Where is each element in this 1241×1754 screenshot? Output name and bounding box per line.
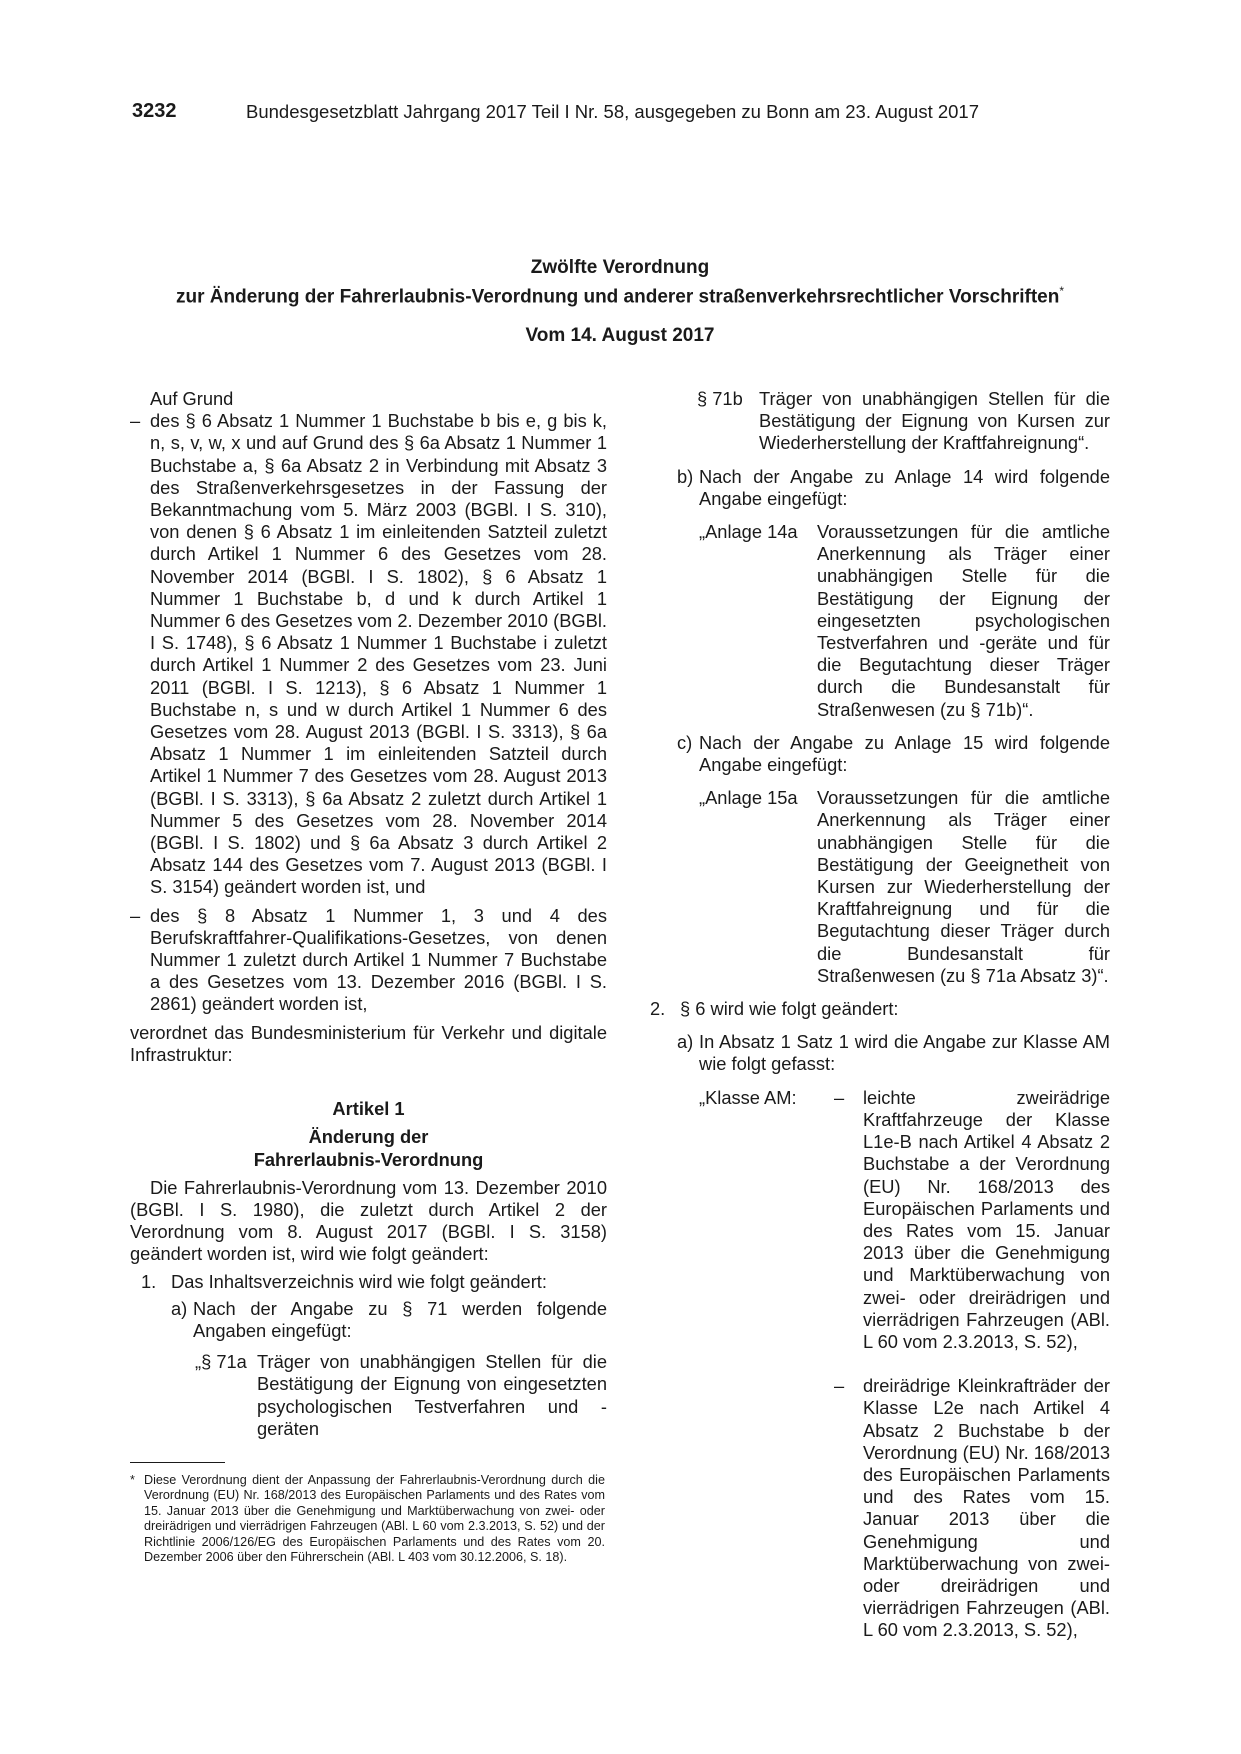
date-line: Vom 14. August 2017 [525, 325, 715, 346]
amendment-2-subitem-a [650, 1031, 1110, 1075]
list-dash: – [130, 904, 141, 926]
right-column [650, 388, 1110, 1642]
inserted-entry-71b [650, 388, 1110, 455]
entry-text: Voraussetzungen für die amtliche Anerkennung als Träger einer unabhängigen Stelle für die Bestätigung der Geeignetheit von Kursen zur Wiederherstellung der Kraftfahreignung und für die Begutachtung dieser Träger durch die Bundesanstalt für Straßenwesen (zu § 71a Absatz 3)“. [817, 787, 1110, 986]
artikel-subheading-1: Änderung der [308, 1126, 429, 1148]
left-column [130, 388, 607, 1440]
entry-text: Träger von unabhängigen Stellen für die Bestätigung der Eignung von Kursen zur Wiederherstellung der Kraftfahreignung“. [759, 388, 1110, 454]
subitem-text: Nach der Angabe zu Anlage 14 wird folgende Angabe eingefügt: [699, 465, 1110, 509]
subitem-text: In Absatz 1 Satz 1 wird die Angabe zur Klasse AM wie folgt gefasst: [699, 1031, 1110, 1075]
artikel-heading: Artikel 1 [332, 1098, 405, 1120]
klasse-entry-text: leichte zweirädrige Kraftfahrzeuge der Klasse L1e-B nach Artikel 4 Absatz 2 Buchstabe a der Verordnung (EU) Nr. 168/2013 des Europäischen Parlaments und des Rates vom 15. Januar 2013 über die Genehmigung und Marktüberwachung von zwei- oder dreirädrigen und vierrädrigen Fahrzeugen (ABl. L 60 vom 2.3.2013, S. 52), [863, 1086, 1110, 1352]
item-number: 2. [650, 998, 666, 1020]
inserted-entry-anlage-15a [650, 787, 1110, 987]
amendment-subitem-a [130, 1298, 607, 1342]
klasse-label: „Klasse AM: [699, 1086, 797, 1108]
amendment-item-1 [130, 1271, 607, 1293]
klasse-am-entry-1 [650, 1087, 1110, 1353]
artikel-intro: Die Fahrerlaubnis-Verordnung vom 13. Dezember 2010 (BGBl. I S. 1980), die zuletzt durch Artikel 2 der Verordnung vom 8. August 2017 (BGBl. I S. 3158) geändert worden ist, wird wie folgt geändert: [130, 1176, 607, 1265]
item-text: § 6 wird wie folgt geändert: [680, 998, 899, 1020]
entry-label: „Anlage 14a [699, 521, 798, 543]
amendment-item-2 [650, 998, 1110, 1020]
subitem-text: Nach der Angabe zu § 71 werden folgende Angaben eingefügt: [193, 1297, 607, 1341]
entry-label: „Anlage 15a [699, 787, 798, 809]
footnote [130, 1473, 605, 1565]
preamble-item [130, 905, 607, 1016]
title-line-1: Zwölfte Verordnung [530, 257, 710, 278]
klasse-entry-text: dreirädrige Kleinkrafträder der Klasse L2e nach Artikel 4 Absatz 2 Buchstabe b der Verordnung (EU) Nr. 168/2013 des Europäischen Parlaments und des Rates vom 15. Januar 2013 über die Genehmigung und Marktüberwachung von zwei- oder dreirädrigen und vierrädrigen Fahrzeugen (ABl. L 60 vom 2.3.2013, S. 52), [863, 1375, 1110, 1641]
artikel-subheading-2: Fahrerlaubnis-Verordnung [253, 1148, 484, 1170]
subitem-text: Nach der Angabe zu Anlage 15 wird folgende Angabe eingefügt: [699, 731, 1110, 776]
running-head: Bundesgesetzblatt Jahrgang 2017 Teil I Nr. 58, ausgegeben zu Bonn am 23. August 2017 [246, 101, 979, 122]
footnote-text: Diese Verordnung dient der Anpassung der Fahrerlaubnis-Verordnung durch die Verordnung (EU) Nr. 168/2013 des Europäischen Parlaments und des Rates vom 15. Januar 2013 über die Genehmigung und Marktüberwachung von zwei- oder dreirädrigen und vierrädrigen Fahrzeugen (ABl. L 60 vom 2.3.2013, S. 52) und der Richtlinie 2006/126/EG des Europäischen Parlaments und des Rates vom 20. Dezember 2006 über den Führerschein (ABl. L 403 vom 30.12.2006, S. 18). [144, 1473, 605, 1565]
footnote-rule [130, 1462, 225, 1463]
entry-label: § 71b [697, 388, 743, 409]
item-number: 1. [141, 1270, 157, 1292]
preamble-item [130, 410, 607, 898]
item-text: Das Inhaltsverzeichnis wird wie folgt geändert: [171, 1270, 547, 1292]
list-dash: – [130, 410, 141, 432]
footnote-marker: * [130, 1473, 135, 1487]
preamble-closing: verordnet das Bundesministerium für Verkehr und digitale Infrastruktur: [130, 1021, 607, 1065]
list-dash: – [834, 1375, 845, 1397]
title-footnote-marker: * [1059, 284, 1065, 298]
page-number: 3232 [132, 100, 177, 122]
inserted-entry-anlage-14a [650, 521, 1110, 721]
subitem-letter: a) [677, 1031, 694, 1053]
preamble-item-text: des § 6 Absatz 1 Nummer 1 Buchstabe b bis e, g bis k, n, s, v, w, x und auf Grund des § 6a Absatz 1 Nummer 1 Buchstabe a, § 6a Absatz 2 in Verbindung mit Absatz 3 des Straßenverkehrsgesetzes in der Fassung der Bekanntmachung vom 5. März 2003 (BGBl. I S. 310), von denen § 6 Absatz 1 im einleitenden Satzteil zuletzt durch Artikel 1 Nummer 6 des Gesetzes vom 28. November 2014 (BGBl. I S. 1802), § 6 Absatz 1 Nummer 1 Buchstabe b, d und k durch Artikel 1 Nummer 6 des Gesetzes vom 2. Dezember 2010 (BGBl. I S. 1748), § 6 Absatz 1 Nummer 1 Buchstabe i zuletzt durch Artikel 1 Nummer 2 des Gesetzes vom 23. Juni 2011 (BGBl. I S. 1213), § 6 Absatz 1 Nummer 1 Buchstabe n, s und w durch Artikel 1 Nummer 6 des Gesetzes vom 28. August 2013 (BGBl. I S. 3313), § 6a Absatz 1 Nummer 1 im einleitenden Satzteil durch Artikel 1 Nummer 7 des Gesetzes vom 28. August 2013 (BGBl. I S. 3313), § 6a Absatz 2 zuletzt durch Artikel 1 Nummer 5 des Gesetzes vom 28. November 2014 (BGBl. I S. 1802) und § 6a Absatz 3 durch Artikel 2 Absatz 144 des Gesetzes vom 7. August 2013 (BGBl. I S. 3154) geändert worden ist, und [150, 410, 607, 898]
subitem-letter: c) [677, 731, 693, 753]
preamble-item-text: des § 8 Absatz 1 Nummer 1, 3 und 4 des Berufskraftfahrer-Qualifikations-Gesetzes, von denen Nummer 1 zuletzt durch Artikel 1 Nummer 7 Buchstabe a des Gesetzes vom 13. Dezember 2016 (BGBl. I S. 2861) geändert worden ist, [150, 904, 607, 1015]
amendment-subitem-c [650, 732, 1110, 776]
entry-text: Voraussetzungen für die amtliche Anerkennung als Träger einer unabhängigen Stelle für die Bestätigung der Eignung der eingesetzten psychologischen Testverfahren und -geräte und für die Begutachtung dieser Träger durch die Bundesanstalt für Straßenwesen (zu § 71b)“. [817, 521, 1110, 720]
entry-label: „§ 71a [195, 1351, 247, 1373]
title-line-2 [120, 279, 1120, 309]
title-line-2-text: zur Änderung der Fahrerlaubnis-Verordnung und anderer straßenverkehrsrechtlicher Vorschriften [175, 286, 1060, 308]
klasse-am-entry-2 [650, 1375, 1110, 1641]
subitem-letter: a) [171, 1297, 188, 1319]
amendment-subitem-b [650, 466, 1110, 510]
inserted-entry-71a [130, 1351, 607, 1440]
preamble-intro: Auf Grund [150, 388, 234, 409]
entry-text: Träger von unabhängigen Stellen für die Bestätigung der Eignung von eingesetzten psychologischen Testverfahren und -geräten [257, 1351, 607, 1439]
subitem-letter: b) [677, 465, 694, 487]
list-dash: – [834, 1086, 845, 1108]
